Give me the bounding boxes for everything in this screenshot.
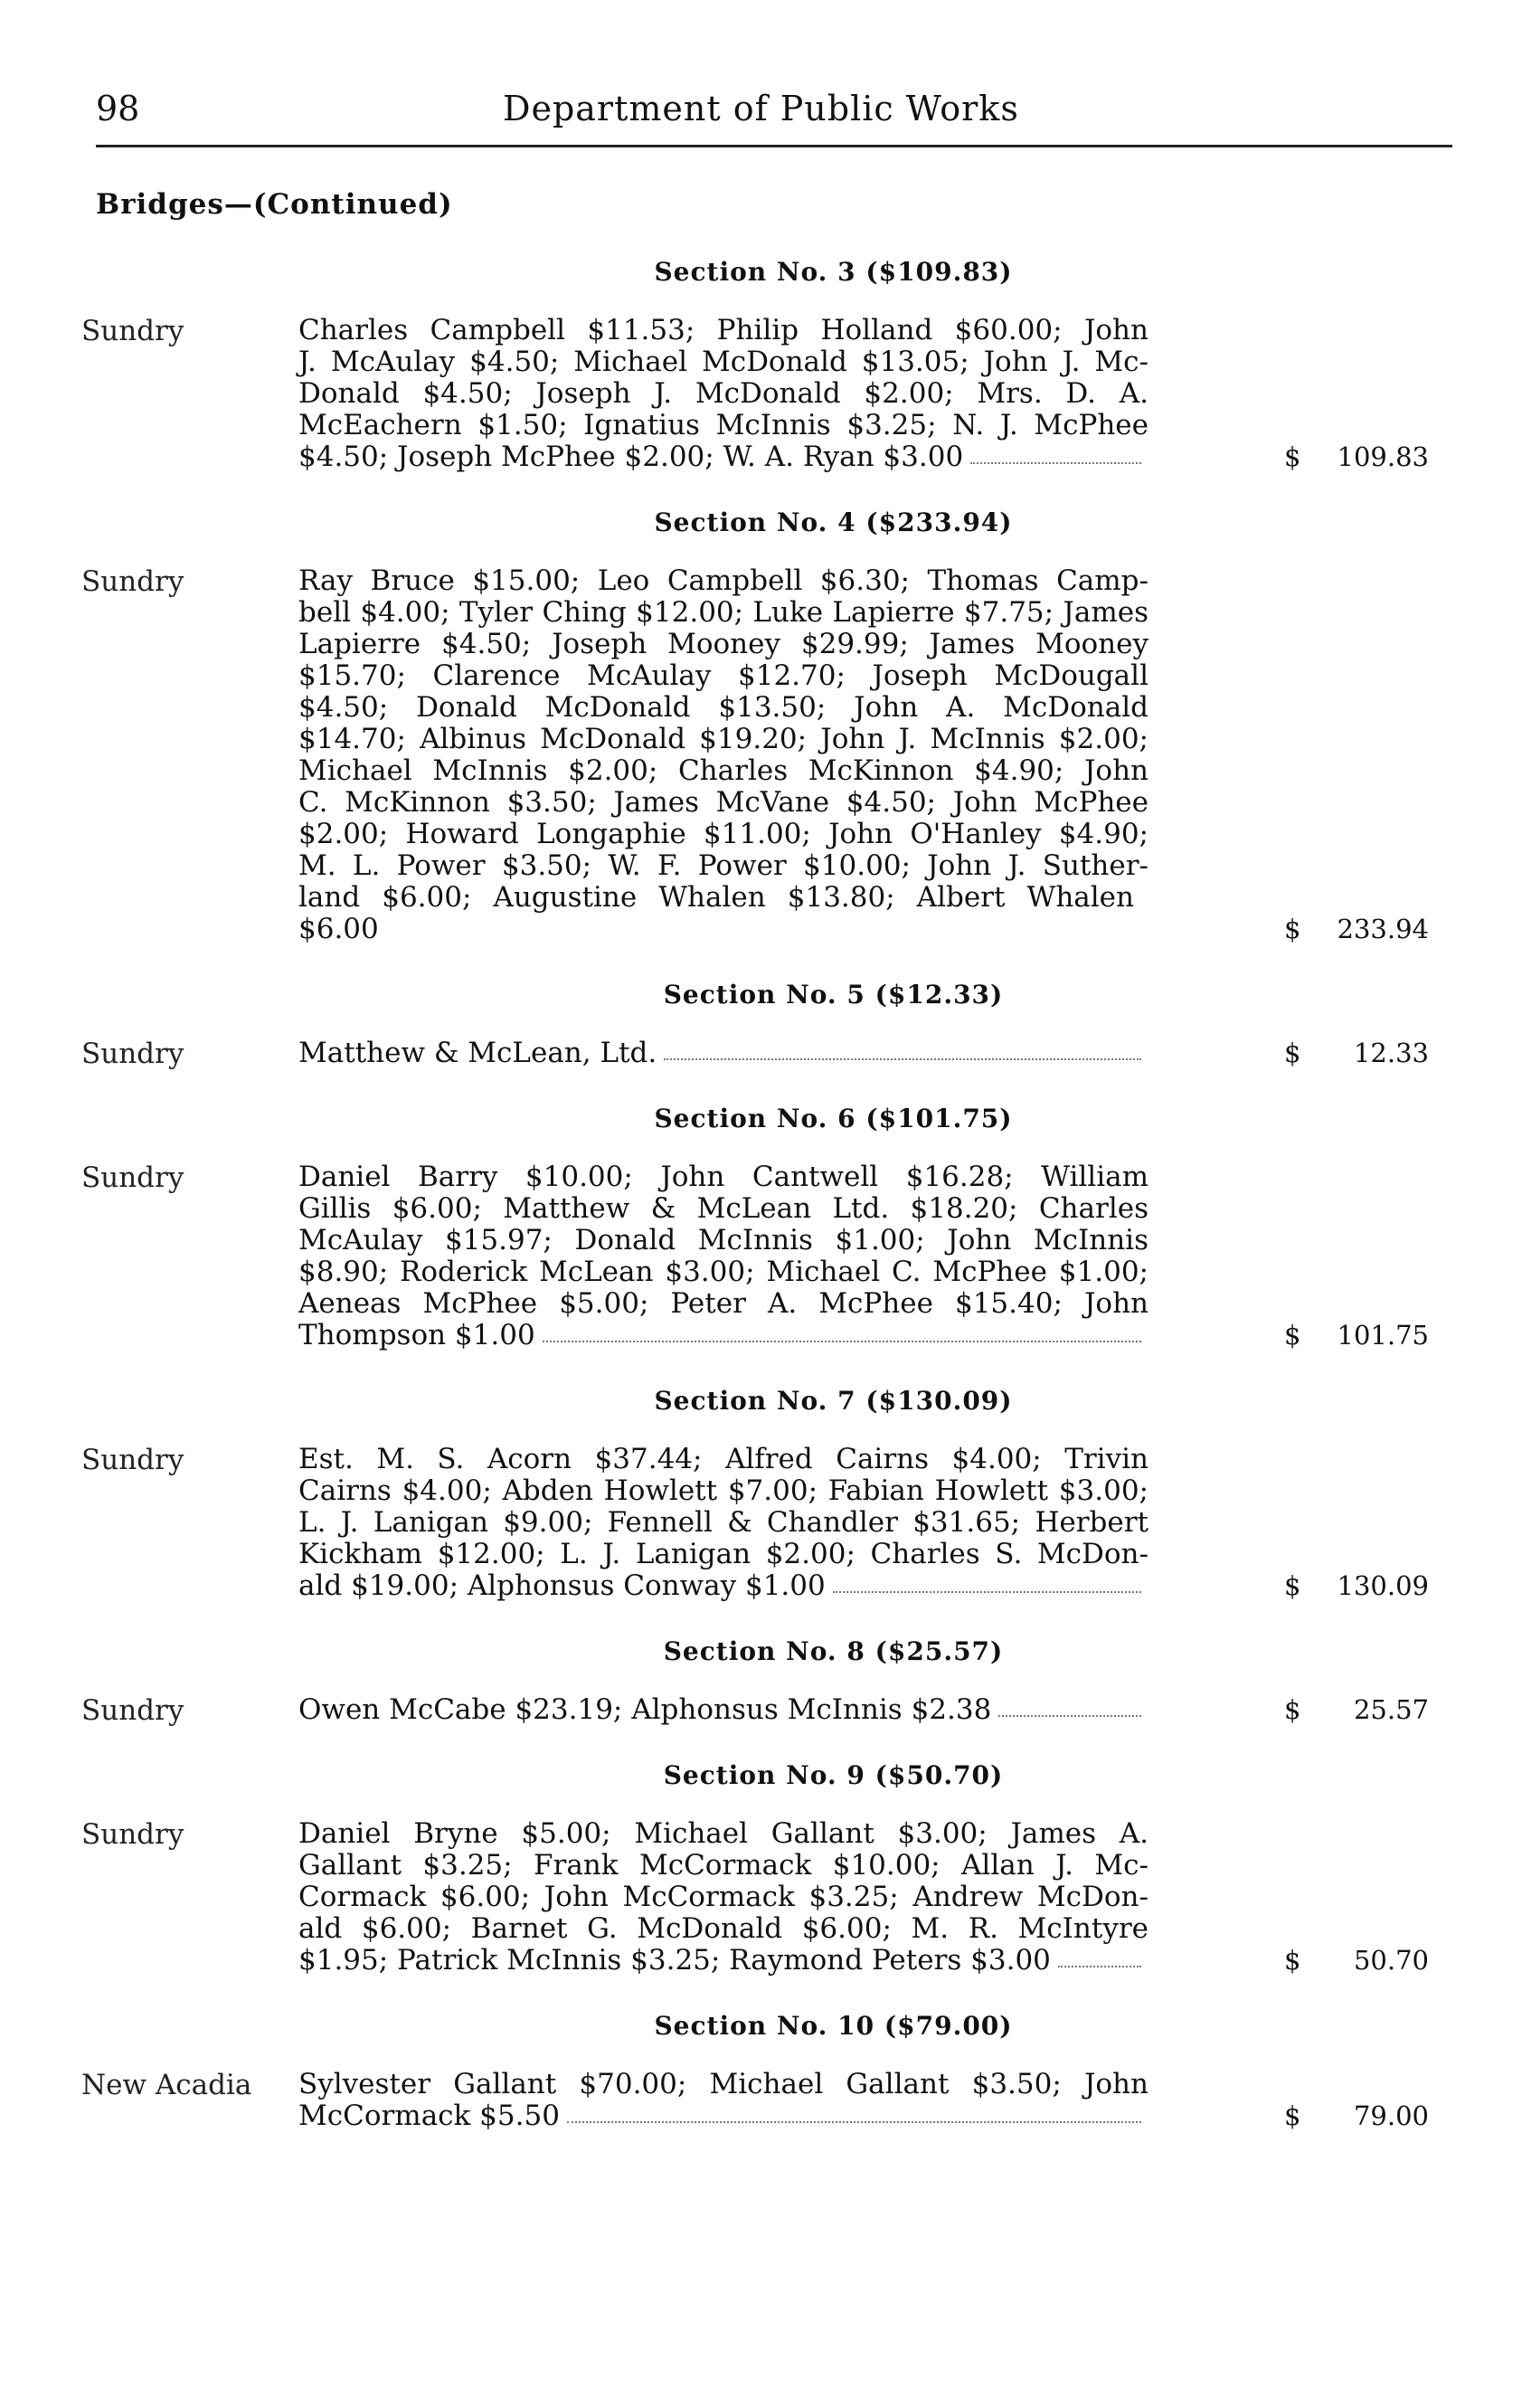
dot-leader xyxy=(1058,1945,1141,1967)
spacer xyxy=(0,1069,1522,1096)
entry-line-text: $1.95; Patrick McInnis $3.25; Raymond Peters $3.00 xyxy=(298,1944,1051,1977)
dot-leader xyxy=(970,441,1141,464)
section-entry xyxy=(0,1161,1522,1351)
entry-line: Charles Campbell $11.53; Philip Holland $60.00; John xyxy=(298,314,1149,346)
section-heading: Section No. 10 ($79.00) xyxy=(654,2011,1013,2041)
entry-line: J. McAulay $4.50; Michael McDonald $13.05; John J. Mc- xyxy=(298,346,1149,378)
section-block xyxy=(0,1629,1522,1753)
page-header xyxy=(96,89,1452,139)
amount-value: 25.57 xyxy=(1353,1694,1429,1725)
amount-value: 50.70 xyxy=(1353,1945,1429,1976)
spacer xyxy=(0,1726,1522,1753)
entry-amount xyxy=(1284,1320,1456,1351)
entry-line-text: Thompson $1.00 xyxy=(298,1319,535,1351)
section-block xyxy=(0,972,1522,1096)
entry-line: Est. M. S. Acorn $37.44; Alfred Cairns $4.00; Trivin xyxy=(298,1443,1149,1475)
entry-category-label: Sundry xyxy=(81,1038,184,1070)
section-entry xyxy=(0,565,1522,945)
section-block xyxy=(0,2004,1522,2159)
section-block xyxy=(0,500,1522,972)
spacer xyxy=(0,1798,1522,1818)
section-entry xyxy=(0,1694,1522,1726)
currency-symbol: $ xyxy=(1284,1570,1301,1601)
currency-symbol: $ xyxy=(1284,1694,1301,1725)
sections-list xyxy=(0,250,1522,2159)
entry-line: Cormack $6.00; John McCormack $3.25; Andrew McDon- xyxy=(298,1881,1149,1913)
dot-leader xyxy=(664,1038,1141,1060)
section-block xyxy=(0,1096,1522,1379)
entry-line-text: $4.50; Joseph McPhee $2.00; W. A. Ryan $3.00 xyxy=(298,441,964,473)
entry-line-text: land $6.00; Augustine Whalen $13.80; Albert Whalen $6.00 xyxy=(298,881,1134,945)
entry-text xyxy=(298,1038,1149,1069)
entry-line-text: Owen McCabe $23.19; Alphonsus McInnis $2.38 xyxy=(298,1693,992,1726)
amount-value: 233.94 xyxy=(1337,914,1429,944)
section-block xyxy=(0,250,1522,500)
entry-line: L. J. Lanigan $9.00; Fennell & Chandler $31.65; Herbert xyxy=(298,1506,1149,1539)
entry-line: Michael McInnis $2.00; Charles McKinnon $4.90; John xyxy=(298,754,1149,787)
entry-category-label: Sundry xyxy=(81,1444,184,1476)
entry-line: bell $4.00; Tyler Ching $12.00; Luke Lapierre $7.75; James xyxy=(298,596,1149,629)
section-entry xyxy=(0,1818,1522,1977)
entry-line: Daniel Bryne $5.00; Michael Gallant $3.00; James A. xyxy=(298,1817,1149,1850)
entry-line: McAulay $15.97; Donald McInnis $1.00; John McInnis xyxy=(298,1224,1149,1256)
continued-heading: Bridges—(Continued) xyxy=(96,188,453,221)
entry-line: Gillis $6.00; Matthew & McLean Ltd. $18.20; Charles xyxy=(298,1192,1149,1225)
entry-line-text: Matthew & McLean, Ltd. xyxy=(298,1037,657,1069)
header-rule xyxy=(96,145,1452,147)
dot-leader xyxy=(833,1570,1141,1593)
entry-line: Sylvester Gallant $70.00; Michael Gallant $3.50; John xyxy=(298,2068,1149,2100)
entry-line xyxy=(298,1320,1149,1351)
entry-line: ald $6.00; Barnet G. McDonald $6.00; M. R. McIntyre xyxy=(298,1912,1149,1945)
section-heading: Section No. 7 ($130.09) xyxy=(654,1386,1013,1416)
running-title: Department of Public Works xyxy=(503,89,1019,128)
dot-leader xyxy=(567,2100,1141,2123)
spacer xyxy=(0,1424,1522,1444)
page-number: 98 xyxy=(96,89,140,128)
entry-line: M. L. Power $3.50; W. F. Power $10.00; John J. Suther- xyxy=(298,849,1149,882)
dot-leader xyxy=(543,1320,1141,1342)
entry-line: Donald $4.50; Joseph J. McDonald $2.00; Mrs. D. A. xyxy=(298,377,1149,410)
entry-line: Cairns $4.00; Abden Howlett $7.00; Fabian Howlett $3.00; xyxy=(298,1474,1149,1507)
spacer xyxy=(0,295,1522,315)
section-entry xyxy=(0,1038,1522,1069)
amount-value: 12.33 xyxy=(1353,1038,1429,1068)
spacer xyxy=(0,1674,1522,1694)
entry-amount xyxy=(1284,1038,1456,1069)
entry-category-label: Sundry xyxy=(81,565,184,598)
currency-symbol: $ xyxy=(1284,1320,1301,1351)
section-block xyxy=(0,1379,1522,1629)
currency-symbol: $ xyxy=(1284,441,1301,472)
entry-line: Lapierre $4.50; Joseph Mooney $29.99; James Mooney xyxy=(298,628,1149,660)
entry-line xyxy=(298,1038,1149,1069)
currency-symbol: $ xyxy=(1284,2100,1301,2131)
entry-text xyxy=(298,2069,1149,2132)
entry-amount xyxy=(1284,1694,1456,1726)
section-heading: Section No. 8 ($25.57) xyxy=(663,1636,1004,1666)
entry-text xyxy=(298,1694,1149,1726)
entry-line: Gallant $3.25; Frank McCormack $10.00; Allan J. Mc- xyxy=(298,1849,1149,1882)
dot-leader xyxy=(998,1694,1141,1717)
section-block xyxy=(0,1753,1522,2004)
entry-category-label: New Acadia xyxy=(81,2069,252,2101)
spacer xyxy=(0,545,1522,565)
entry-amount xyxy=(1284,914,1456,945)
amount-value: 130.09 xyxy=(1337,1570,1429,1601)
entry-text xyxy=(298,1818,1149,1977)
currency-symbol: $ xyxy=(1284,1945,1301,1976)
section-entry xyxy=(0,2069,1522,2132)
entry-line: Kickham $12.00; L. J. Lanigan $2.00; Charles S. McDon- xyxy=(298,1538,1149,1570)
entry-text xyxy=(298,1444,1149,1602)
spacer xyxy=(0,1018,1522,1038)
entry-category-label: Sundry xyxy=(81,1818,184,1851)
amount-value: 109.83 xyxy=(1337,441,1429,472)
entry-line: $4.50; Donald McDonald $13.50; John A. McDonald xyxy=(298,691,1149,724)
section-heading: Section No. 6 ($101.75) xyxy=(654,1104,1013,1133)
entry-line: C. McKinnon $3.50; James McVane $4.50; John McPhee xyxy=(298,786,1149,819)
currency-symbol: $ xyxy=(1284,1038,1301,1068)
entry-line: $14.70; Albinus McDonald $19.20; John J. McInnis $2.00; xyxy=(298,723,1149,755)
entry-line xyxy=(298,1694,1149,1726)
amount-value: 79.00 xyxy=(1353,2100,1429,2131)
entry-line: $2.00; Howard Longaphie $11.00; John O'Hanley $4.90; xyxy=(298,818,1149,850)
section-entry xyxy=(0,1444,1522,1602)
entry-line: Ray Bruce $15.00; Leo Campbell $6.30; Thomas Camp- xyxy=(298,564,1149,597)
spacer xyxy=(0,1602,1522,1629)
currency-symbol: $ xyxy=(1284,914,1301,944)
section-heading: Section No. 4 ($233.94) xyxy=(654,507,1013,537)
entry-line: McEachern $1.50; Ignatius McInnis $3.25; N. J. McPhee xyxy=(298,409,1149,441)
spacer xyxy=(0,2049,1522,2069)
section-heading: Section No. 3 ($109.83) xyxy=(654,257,1013,287)
entry-text xyxy=(298,565,1149,945)
spacer xyxy=(0,1351,1522,1379)
section-heading: Section No. 5 ($12.33) xyxy=(663,980,1004,1010)
entry-text xyxy=(298,1161,1149,1351)
spacer xyxy=(0,1142,1522,1161)
entry-amount xyxy=(1284,1570,1456,1602)
entry-line: $15.70; Clarence McAulay $12.70; Joseph McDougall xyxy=(298,659,1149,692)
section-entry xyxy=(0,315,1522,473)
entry-line xyxy=(298,882,1149,945)
spacer xyxy=(0,1977,1522,2004)
entry-category-label: Sundry xyxy=(81,1694,184,1727)
entry-amount xyxy=(1284,441,1456,473)
entry-category-label: Sundry xyxy=(81,315,184,347)
section-heading: Section No. 9 ($50.70) xyxy=(663,1760,1004,1790)
spacer xyxy=(0,945,1522,972)
entry-category-label: Sundry xyxy=(81,1161,184,1194)
spacer xyxy=(0,473,1522,500)
entry-amount xyxy=(1284,1945,1456,1977)
entry-text xyxy=(298,315,1149,473)
entry-line: Aeneas McPhee $5.00; Peter A. McPhee $15.40; John xyxy=(298,1287,1149,1320)
entry-line xyxy=(298,1945,1149,1977)
entry-amount xyxy=(1284,2100,1456,2132)
entry-line-text: ald $19.00; Alphonsus Conway $1.00 xyxy=(298,1569,826,1602)
entry-line xyxy=(298,2100,1149,2132)
entry-line-text: McCormack $5.50 xyxy=(298,2100,560,2132)
entry-line xyxy=(298,441,1149,473)
spacer xyxy=(0,2132,1522,2159)
entry-line xyxy=(298,1570,1149,1602)
entry-line: Daniel Barry $10.00; John Cantwell $16.28; William xyxy=(298,1161,1149,1193)
entry-line: $8.90; Roderick McLean $3.00; Michael C. McPhee $1.00; xyxy=(298,1256,1149,1288)
amount-value: 101.75 xyxy=(1337,1320,1429,1351)
